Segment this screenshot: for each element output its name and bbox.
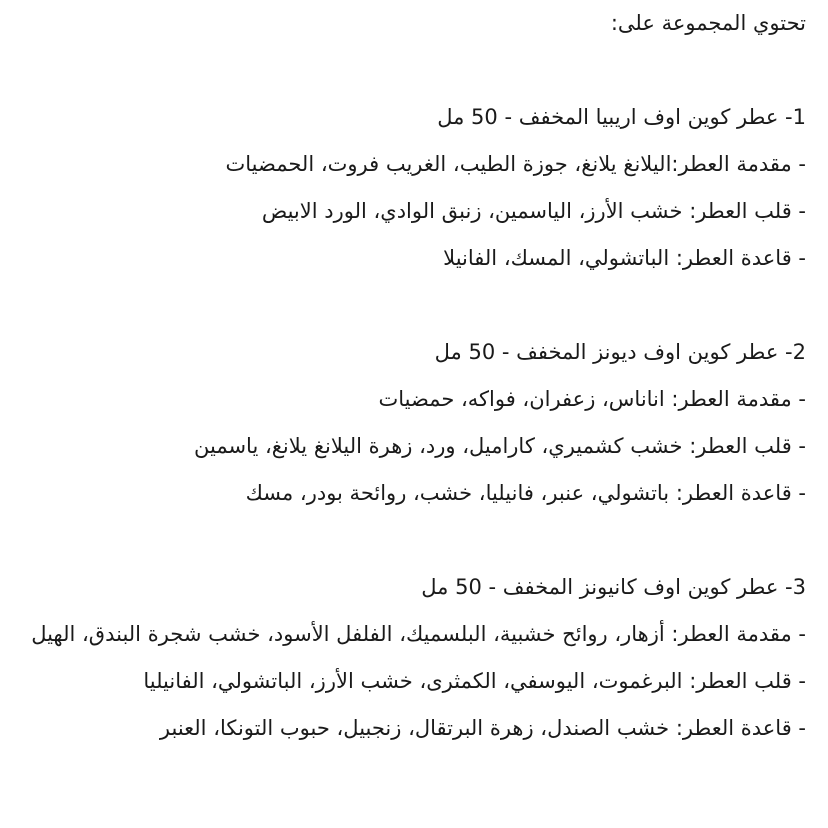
spacer (10, 282, 806, 329)
product-3 (10, 564, 806, 752)
top-notes: - مقدمة العطر: اناناس، زعفران، فواكه، حمضيات (378, 387, 806, 411)
product-title: 2- عطر كوين اوف ديونز المخفف - 50 مل (434, 340, 806, 364)
product-title: 1- عطر كوين اوف اريبيا المخفف - 50 مل (437, 105, 806, 129)
base-notes: - قاعدة العطر: الباتشولي، المسك، الفانيلا (443, 246, 806, 270)
product-2 (10, 329, 806, 517)
intro-text: تحتوي المجموعة على: (610, 11, 806, 35)
spacer (10, 517, 806, 564)
base-notes: - قاعدة العطر: خشب الصندل، زهرة البرتقال، زنجبيل، حبوب التونكا، العنبر (159, 716, 806, 740)
base-notes: - قاعدة العطر: باتشولي، عنبر، فانيليا، خشب، روائحة بودر، مسك (245, 481, 806, 505)
heart-notes: - قلب العطر: خشب الأرز، الياسمين، زنبق الوادي، الورد الابيض (261, 199, 806, 223)
top-notes: - مقدمة العطر: أزهار، روائح خشبية، البلسميك، الفلفل الأسود، خشب شجرة البندق، الهيل (31, 622, 806, 646)
top-notes: - مقدمة العطر:اليلانغ يلانغ، جوزة الطيب، الغريب فروت، الحمضيات (225, 152, 806, 176)
heart-notes: - قلب العطر: خشب كشميري، كاراميل، ورد، زهرة اليلانغ يلانغ، ياسمين (194, 434, 806, 458)
product-1 (10, 94, 806, 282)
product-title: 3- عطر كوين اوف كانيونز المخفف - 50 مل (421, 575, 806, 599)
heart-notes: - قلب العطر: البرغموت، اليوسفي، الكمثرى، خشب الأرز، الباتشولي، الفانيليا (143, 669, 806, 693)
